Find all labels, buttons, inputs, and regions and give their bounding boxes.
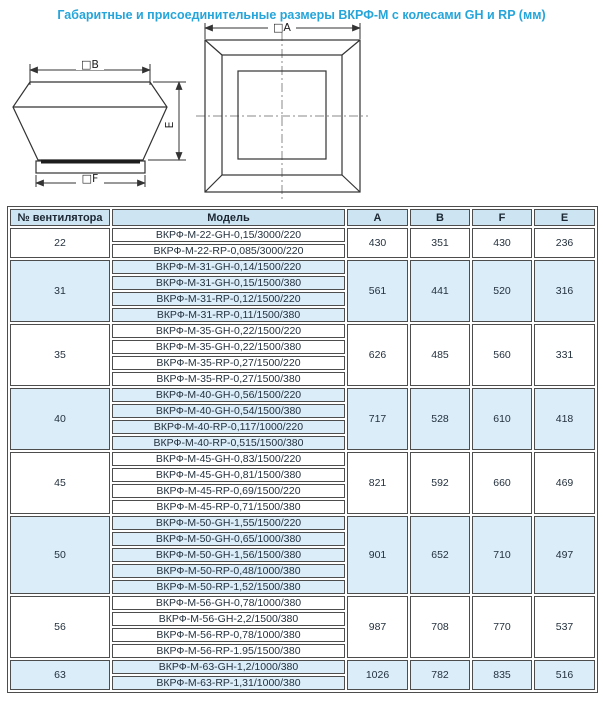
model-cell: ВКРФ-М-50-RP-1,52/1500/380 bbox=[112, 580, 345, 594]
dim-label-A: □A bbox=[273, 22, 291, 34]
model-cell: ВКРФ-М-45-RP-0,71/1500/380 bbox=[112, 500, 345, 514]
header-row bbox=[10, 209, 595, 226]
model-cell: ВКРФ-М-22-RP-0,085/3000/220 bbox=[112, 244, 345, 258]
model-cell: ВКРФ-М-56-RP-0,78/1000/380 bbox=[112, 628, 345, 642]
dim-E-cell: 418 bbox=[534, 388, 595, 450]
dim-F-cell: 610 bbox=[472, 388, 532, 450]
dim-A-cell: 430 bbox=[347, 228, 408, 258]
model-cell: ВКРФ-М-45-RP-0,69/1500/220 bbox=[112, 484, 345, 498]
table-row bbox=[10, 260, 595, 274]
fan-group-40 bbox=[10, 388, 595, 450]
fan-number-cell: 45 bbox=[10, 452, 110, 514]
fan-group-35 bbox=[10, 324, 595, 386]
table-row bbox=[10, 324, 595, 338]
model-cell: ВКРФ-М-45-GH-0,83/1500/220 bbox=[112, 452, 345, 466]
dim-A-cell: 901 bbox=[347, 516, 408, 594]
table-row bbox=[10, 228, 595, 242]
column-header-0: № вентилятора bbox=[10, 209, 110, 226]
table-row bbox=[10, 388, 595, 402]
page-title: Габаритные и присоединительные размеры ВКРФ-М с колесами GH и RP (мм) bbox=[57, 8, 546, 22]
fan-number-cell: 56 bbox=[10, 596, 110, 658]
dim-E-cell: 497 bbox=[534, 516, 595, 594]
fan-number-cell: 50 bbox=[10, 516, 110, 594]
dim-label-B: □B bbox=[81, 58, 99, 71]
table-row bbox=[10, 596, 595, 610]
dim-B-cell: 351 bbox=[410, 228, 470, 258]
dim-A-cell: 561 bbox=[347, 260, 408, 322]
dim-label-F: □F bbox=[81, 172, 99, 185]
fan-group-56 bbox=[10, 596, 595, 658]
fan-base-plate bbox=[41, 160, 140, 164]
model-cell: ВКРФ-М-40-RP-0,117/1000/220 bbox=[112, 420, 345, 434]
column-header-4: F bbox=[472, 209, 532, 226]
model-cell: ВКРФ-М-56-GH-0,78/1000/380 bbox=[112, 596, 345, 610]
dim-B-cell: 528 bbox=[410, 388, 470, 450]
dim-A-cell: 626 bbox=[347, 324, 408, 386]
model-cell: ВКРФ-М-63-GH-1,2/1000/380 bbox=[112, 660, 345, 674]
dim-E-cell: 316 bbox=[534, 260, 595, 322]
fan-number-cell: 31 bbox=[10, 260, 110, 322]
dim-A-cell: 987 bbox=[347, 596, 408, 658]
dim-B-cell: 782 bbox=[410, 660, 470, 690]
dim-E-cell: 516 bbox=[534, 660, 595, 690]
column-header-5: E bbox=[534, 209, 595, 226]
table-row bbox=[10, 452, 595, 466]
dim-E-cell: 331 bbox=[534, 324, 595, 386]
column-header-1: Модель bbox=[112, 209, 345, 226]
model-cell: ВКРФ-М-45-GH-0,81/1500/380 bbox=[112, 468, 345, 482]
dim-A-cell: 1026 bbox=[347, 660, 408, 690]
top-view-drawing bbox=[196, 22, 368, 201]
dim-F-cell: 520 bbox=[472, 260, 532, 322]
dim-E-cell: 469 bbox=[534, 452, 595, 514]
model-cell: ВКРФ-М-40-GH-0,54/1500/380 bbox=[112, 404, 345, 418]
dimension-F bbox=[36, 172, 145, 187]
dim-B-cell: 441 bbox=[410, 260, 470, 322]
model-cell: ВКРФ-М-35-GH-0,22/1500/380 bbox=[112, 340, 345, 354]
model-cell: ВКРФ-М-50-GH-1,55/1500/220 bbox=[112, 516, 345, 530]
dimensions-table bbox=[7, 206, 598, 693]
dimension-B bbox=[30, 58, 150, 85]
dim-A-cell: 717 bbox=[347, 388, 408, 450]
dim-F-cell: 430 bbox=[472, 228, 532, 258]
model-cell: ВКРФ-М-56-RP-1.95/1500/380 bbox=[112, 644, 345, 658]
dim-B-cell: 485 bbox=[410, 324, 470, 386]
model-cell: ВКРФ-М-22-GH-0,15/3000/220 bbox=[112, 228, 345, 242]
model-cell: ВКРФ-М-35-RP-0,27/1500/380 bbox=[112, 372, 345, 386]
model-cell: ВКРФ-М-56-GH-2,2/1500/380 bbox=[112, 612, 345, 626]
dim-A-cell: 821 bbox=[347, 452, 408, 514]
model-cell: ВКРФ-М-31-RP-0,12/1500/220 bbox=[112, 292, 345, 306]
table-row bbox=[10, 660, 595, 674]
fan-number-cell: 22 bbox=[10, 228, 110, 258]
fan-number-cell: 40 bbox=[10, 388, 110, 450]
model-cell: ВКРФ-М-50-GH-0,65/1000/380 bbox=[112, 532, 345, 546]
model-cell: ВКРФ-М-63-RP-1,31/1000/380 bbox=[112, 676, 345, 690]
dim-F-cell: 770 bbox=[472, 596, 532, 658]
side-view-drawing bbox=[13, 58, 186, 187]
dim-F-cell: 560 bbox=[472, 324, 532, 386]
technical-drawings bbox=[0, 22, 603, 204]
model-cell: ВКРФ-М-50-GH-1,56/1500/380 bbox=[112, 548, 345, 562]
dim-E-cell: 537 bbox=[534, 596, 595, 658]
column-header-3: B bbox=[410, 209, 470, 226]
dim-F-cell: 835 bbox=[472, 660, 532, 690]
model-cell: ВКРФ-М-35-GH-0,22/1500/220 bbox=[112, 324, 345, 338]
fan-group-45 bbox=[10, 452, 595, 514]
fan-group-31 bbox=[10, 260, 595, 322]
dim-label-E: E bbox=[163, 121, 176, 129]
table-row bbox=[10, 516, 595, 530]
model-cell: ВКРФ-М-35-RP-0,27/1500/220 bbox=[112, 356, 345, 370]
model-cell: ВКРФ-М-31-GH-0,14/1500/220 bbox=[112, 260, 345, 274]
column-header-2: A bbox=[347, 209, 408, 226]
dim-F-cell: 660 bbox=[472, 452, 532, 514]
dim-F-cell: 710 bbox=[472, 516, 532, 594]
model-cell: ВКРФ-М-50-RP-0,48/1000/380 bbox=[112, 564, 345, 578]
model-cell: ВКРФ-М-31-GH-0,15/1500/380 bbox=[112, 276, 345, 290]
dim-E-cell: 236 bbox=[534, 228, 595, 258]
model-cell: ВКРФ-М-40-GH-0,56/1500/220 bbox=[112, 388, 345, 402]
fan-number-cell: 63 bbox=[10, 660, 110, 690]
dim-B-cell: 652 bbox=[410, 516, 470, 594]
dim-B-cell: 592 bbox=[410, 452, 470, 514]
fan-number-cell: 35 bbox=[10, 324, 110, 386]
fan-group-22 bbox=[10, 228, 595, 258]
model-cell: ВКРФ-М-40-RP-0,515/1500/380 bbox=[112, 436, 345, 450]
model-cell: ВКРФ-М-31-RP-0,11/1500/380 bbox=[112, 308, 345, 322]
dimension-E bbox=[148, 82, 186, 160]
dim-B-cell: 708 bbox=[410, 596, 470, 658]
fan-group-50 bbox=[10, 516, 595, 594]
fan-group-63 bbox=[10, 660, 595, 690]
